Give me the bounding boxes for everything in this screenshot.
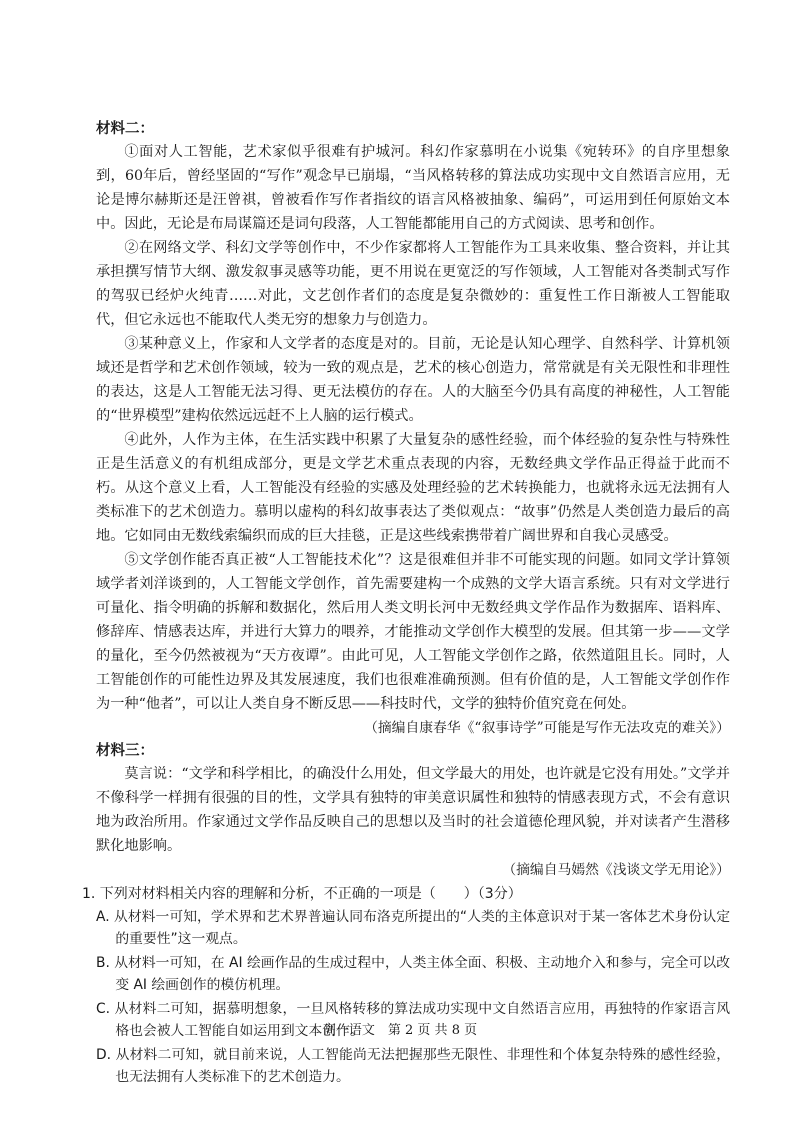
material-two-paragraph-3: ③某种意义上，作家和人文学者的态度是对的。目前，无论是认知心理学、自然科学、计算机领域还是哲学和艺术创作领域，较为一致的观点是，艺术的核心创造力，常常就是有关无限性和非理性的表达，这是人工智能无法习得、更无法模仿的存在。人的大脑至今仍具有高度的神秘性，人工智能的“世界模型”建构依然远远赶不上人脑的运行模式。 (96, 336, 730, 424)
question-one-option-a: A. 从材料一可知，学术界和艺术界普遍认同布洛克所提出的“人类的主体意识对于某一客体艺术身份认定的重要性”这一观点。 (96, 909, 730, 947)
question-one-option-b: B. 从材料一可知，在 AI 绘画作品的生成过程中，人类主体全面、积极、主动地介入和参与，完全可以改变 AI 绘画创作的模仿机理。 (96, 955, 730, 993)
question-one-option-c: C. 从材料二可知，据慕明想象，一旦风格转移的算法成功实现中文自然语言应用，再独特的作家语言风格也会被人工智能自如运用到文本创作。 (96, 1001, 730, 1039)
material-two-source: （摘编自康春华《“叙事诗学”可能是写作无法攻克的难关》） (364, 720, 730, 736)
material-two-paragraph-5: ⑤文学创作能否真正被“人工智能技术化”？这是很难但并非不可能实现的问题。如同文学计算领域学者刘洋谈到的，人工智能文学创作，首先需要建构一个成熟的文学大语言系统。只有对文学进行可量化、指令明确的拆解和数据化，然后用人类文明长河中无数经典文学作品作为数据库、语料库、修辞库、情感表达库，并进行大算力的喂养，才能推动文学创作大模型的发展。但其第一步——文学的量化，至今仍然被视为“天方夜谭”。由此可见，人工智能文学创作之路，依然道阻且长。同时，人工智能创作的可能性边界及其发展速度，我们也很难准确预测。但有价值的是，人工智能文学创作作为一种“他者”，可以让人类自身不断反思——科技时代，文学的独特价值究竟在何处。 (96, 552, 730, 712)
page-footer: 高一语文 第 2 页 共 8 页 (322, 1023, 478, 1038)
material-two (96, 118, 730, 740)
material-two-heading: 材料二： (96, 120, 154, 137)
question-one-stem: 1. 下列对材料相关内容的理解和分析，不正确的一项是（ ）（3分） (82, 886, 522, 902)
material-two-paragraph-2: ②在网络文学、科幻文学等创作中，不少作家都将人工智能作为工具来收集、整合资料，并让其承担撰写情节大纲、激发叙事灵感等功能，更不用说在更宽泛的写作领域，人工智能对各类制式写作的驾驭已经炉火纯青……对此，文艺创作者们的态度是复杂微妙的：重复性工作日渐被人工智能取代，但它永远也不能取代人类无穷的想象力与创造力。 (96, 240, 730, 328)
material-two-paragraph-4: ④此外，人作为主体，在生活实践中积累了大量复杂的感性经验，而个体经验的复杂性与特殊性正是生活意义的有机组成部分，更是文学艺术重点表现的内容，无数经典文学作品正得益于此而不朽。从这个意义上看，人工智能没有经验的实感及处理经验的艺术转换能力，也就将永远无法拥有人类标准下的艺术创造力。慕明以虚构的科幻故事表达了类似观点：“故事”仍然是人类创造力最后的高地。它如同由无数线索编织而成的巨大挂毯，正是这些线索携带着广阔世界和自我心灵感受。 (96, 432, 730, 544)
question-one (82, 882, 730, 1088)
material-two-paragraph-1: ①面对人工智能，艺术家似乎很难有护城河。科幻作家慕明在小说集《宛转环》的自序里想象到，60年后，曾经坚固的“写作”观念早已崩塌，“当风格转移的算法成功实现中文自然语言应用，无论是博尔赫斯还是汪曾祺，曾被看作写作者指纹的语言风格被抽象、编码”，可运用到任何原始文本中。因此，无论是布局谋篇还是词句段落，人工智能都能用自己的方式阅读、思考和创作。 (96, 144, 730, 232)
material-three-source: （摘编自马嫣然《浅谈文学无用论》） (502, 862, 730, 878)
material-three-heading: 材料三： (96, 742, 154, 759)
material-three-paragraph-1: 莫言说：“文学和科学相比，的确没什么用处，但文学最大的用处，也许就是它没有用处。”文学并不像科学一样拥有很强的目的性，文学具有独特的审美意识属性和独特的情感表现方式，不会有意识地为政治所用。作家通过文学作品反映自己的思想以及当时的社会道德伦理风貌，并对读者产生潜移默化地影响。 (96, 766, 730, 854)
material-three (96, 740, 730, 882)
question-one-option-d: D. 从材料二可知，就目前来说，人工智能尚无法把握那些无限性、非理性和个体复杂特殊的感性经验，也无法拥有人类标准下的艺术创造力。 (96, 1047, 730, 1085)
